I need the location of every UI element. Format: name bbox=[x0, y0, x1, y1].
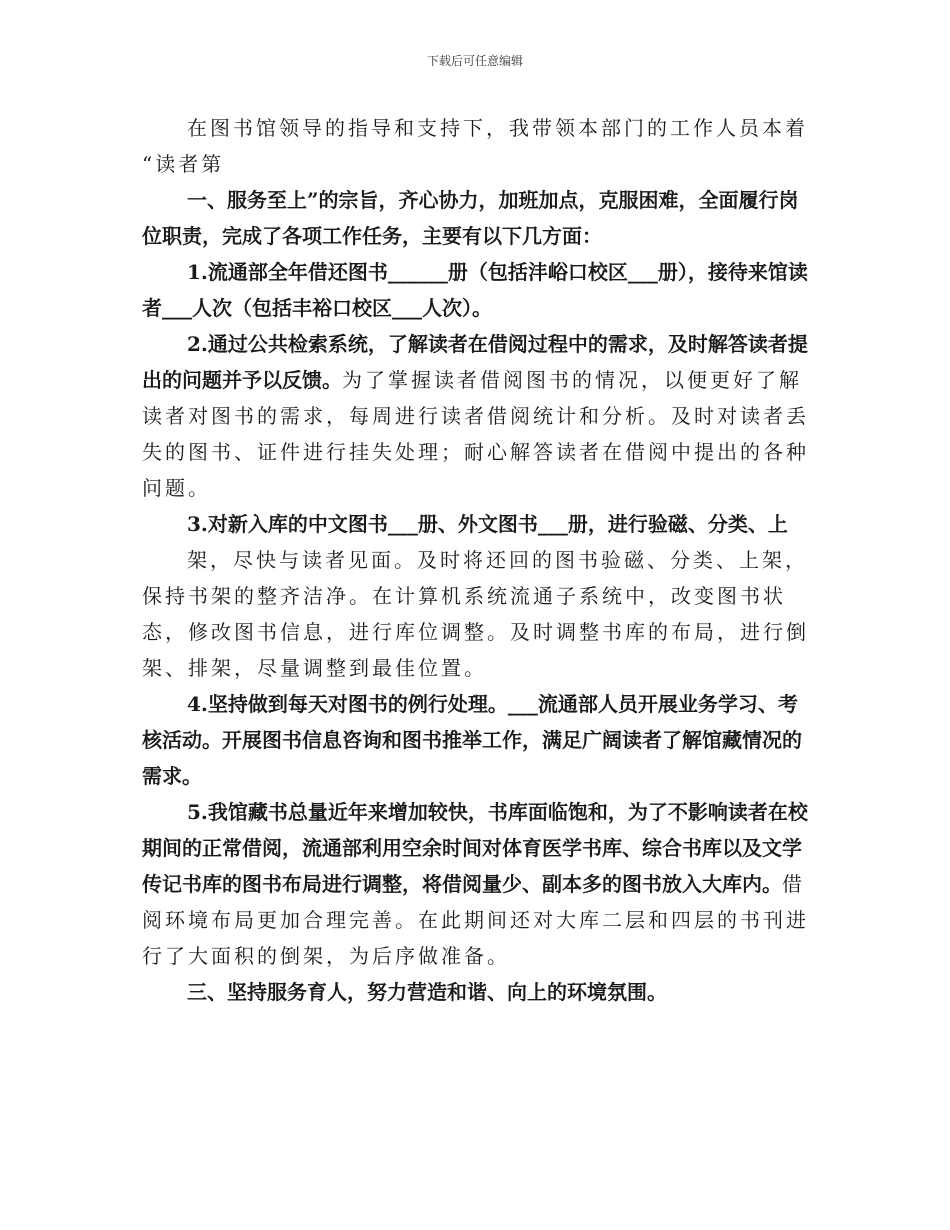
paragraph-item-5 bbox=[142, 794, 812, 974]
paragraph-intro: 在图书馆领导的指导和支持下，我带领本部门的工作人员本着 bbox=[187, 116, 808, 140]
page-header: 下载后可任意编辑 bbox=[426, 54, 523, 68]
paragraph-section-one: 一、服务至上”的宗旨，齐心协力，加班加点，克服困难，全面履行岗位职责，完成了各项工作任务，主要有以下几方面： bbox=[142, 188, 799, 248]
paragraph-item-1: 1.流通部全年借还图书______册（包括沣峪口校区___册），接待来馆读者___人次（包括丰裕口校区___人次）。 bbox=[142, 260, 808, 320]
item-2-lead: 2.通过公共检索系统，了解读者在借阅过程中的需求，及时解答读者提出的问题并予以反馈。 bbox=[142, 332, 808, 392]
item-5-detail: 借阅环境布局更加合理完善。在此期间还对大库二层和四层的书刊进行了大面积的倒架，为后序做准备。 bbox=[142, 872, 809, 968]
item-5-lead: 5.我馆藏书总量近年来增加较快，书库面临饱和，为了不影响读者在校期间的正常借阅，流通部利用空余时间对体育医学书库、综合书库以及文学传记书库的图书布局进行调整，将借阅量少、副本多的图书放入大库内。 bbox=[142, 800, 808, 896]
document-body bbox=[142, 110, 812, 1010]
paragraph-section-three: 三、坚持服务育人，努力营造和谐、向上的环境氛围。 bbox=[187, 980, 667, 1004]
paragraph-item-3: 3.对新入库的中文图书___册、外文图书___册，进行验磁、分类、上 bbox=[187, 512, 788, 536]
paragraph-item-2 bbox=[142, 326, 812, 506]
paragraph-item-4: 4.坚持做到每天对图书的例行处理。___流通部人员开展业务学习、考核活动。开展图书信息咨询和图书推举工作，满足广阔读者了解馆藏情况的需求。 bbox=[142, 692, 802, 788]
paragraph-item-3-continued: 架，尽快与读者见面。及时将还回的图书验磁、分类、上架，保持书架的整齐洁净。在计算机系统流通子系统中，改变图书状态，修改图书信息，进行库位调整。及时调整书库的布局，进行倒架、排架，尽量调整到最佳位置。 bbox=[142, 548, 809, 680]
item-2-detail: 为了掌握读者借阅图书的情况，以便更好了解读者对图书的需求，每周进行读者借阅统计和分析。及时对读者丢失的图书、证件进行挂失处理；耐心解答读者在借阅中提出的各种问题。 bbox=[142, 368, 809, 500]
paragraph-intro-continued: “读者第 bbox=[142, 152, 225, 176]
